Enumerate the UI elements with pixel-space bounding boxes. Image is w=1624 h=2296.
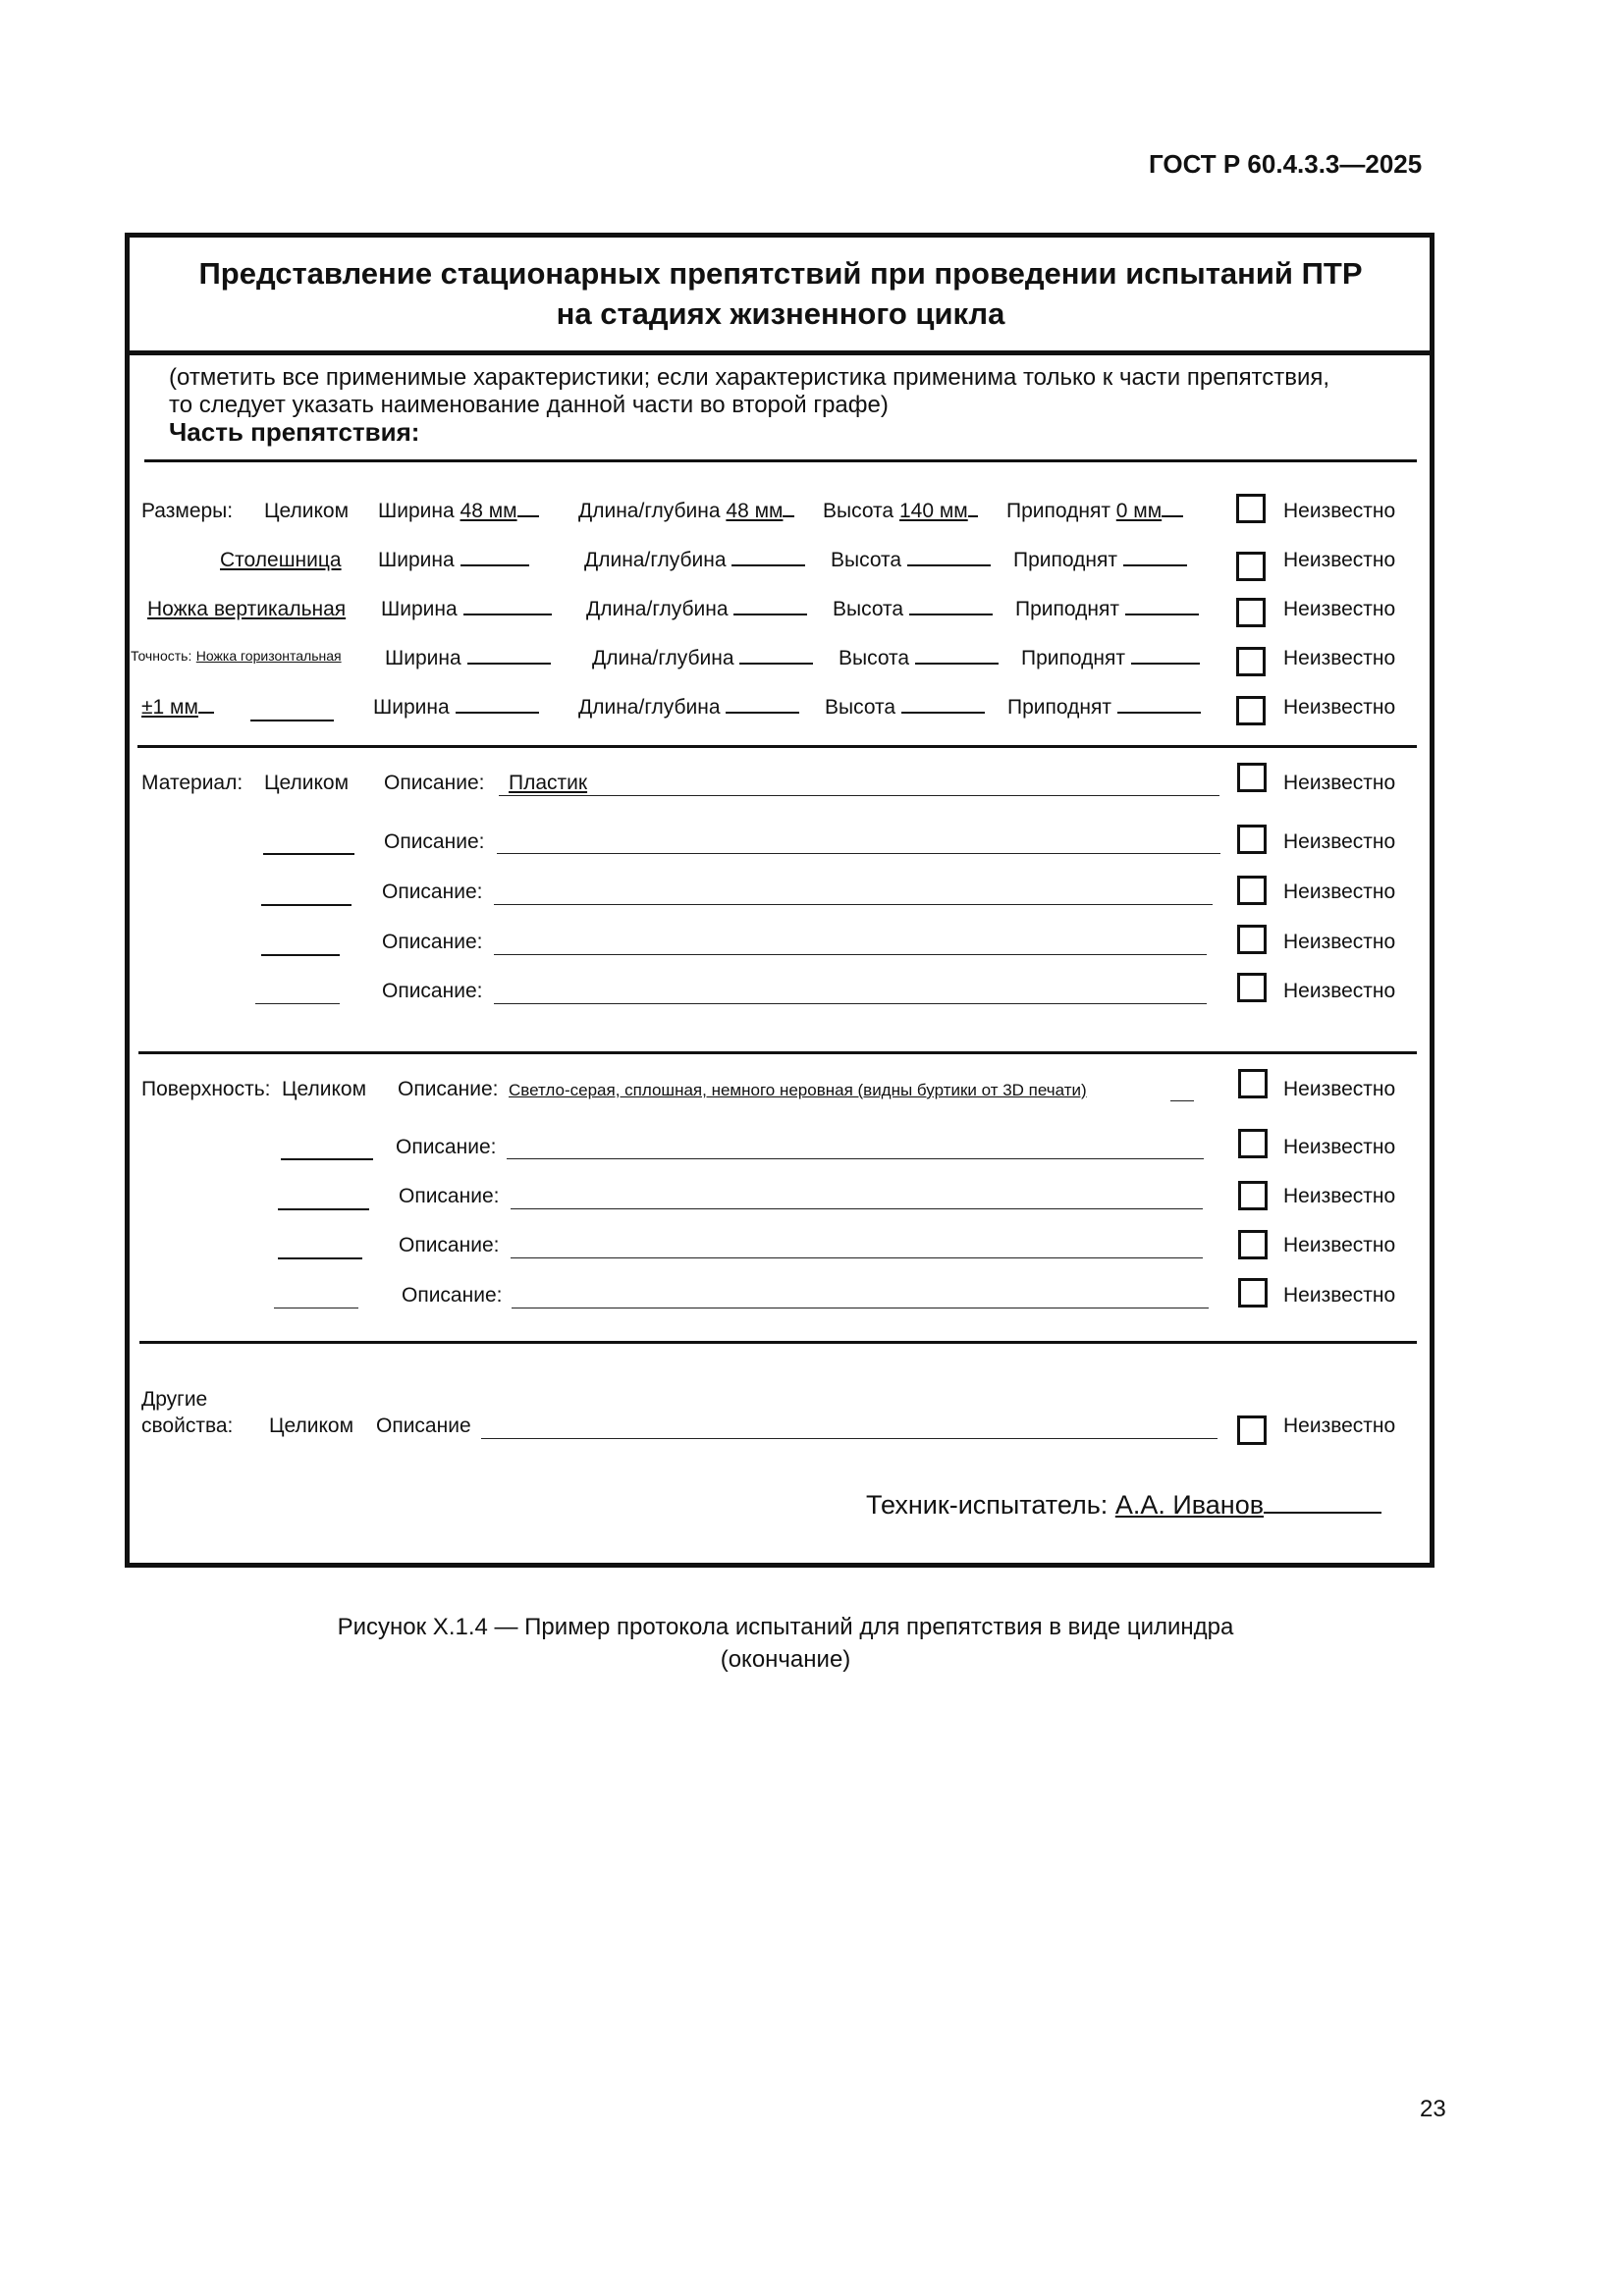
unknown-label: Неизвестно <box>1283 881 1396 903</box>
dim-row2-width <box>378 549 529 572</box>
part-label: Часть препятствия: <box>169 417 420 447</box>
dim-row5-height <box>825 696 985 720</box>
unknown-label: Неизвестно <box>1283 980 1396 1002</box>
dim-row1-height <box>823 500 978 523</box>
description-line <box>494 954 1207 955</box>
dim-row3-width <box>381 598 552 621</box>
surface-label: Поверхность: <box>141 1078 271 1100</box>
unknown-checkbox[interactable] <box>1238 1069 1268 1098</box>
blank-field <box>263 853 354 855</box>
technician-label: Техник-испытатель: <box>866 1490 1109 1520</box>
dim-row3-height <box>833 598 993 621</box>
figure-caption <box>196 1611 1375 1676</box>
material-desc-label: Описание: <box>382 931 483 953</box>
accuracy-value: ±1 мм <box>141 696 198 719</box>
unknown-checkbox[interactable] <box>1238 1129 1268 1158</box>
surface-desc-label: Описание: <box>396 1136 497 1158</box>
surface-desc-label: Описание: <box>402 1284 503 1307</box>
other-label-line2: свойства: <box>141 1415 234 1437</box>
width-label: Ширина <box>385 647 461 669</box>
dim-row1-width <box>378 500 539 523</box>
part-vertical-leg: Ножка вертикальная <box>147 598 347 620</box>
description-line <box>511 1208 1203 1209</box>
description-line <box>1170 1100 1194 1101</box>
raised-label: Приподнят <box>1015 598 1119 620</box>
material-whole: Целиком <box>264 772 350 794</box>
instruction-line1: (отметить все применимые характеристики; если характеристика применима только к части препятствия, <box>169 364 1330 391</box>
instruction-line2: то следует указать наименование данной части во второй графе) <box>169 392 889 418</box>
raised-label: Приподнят <box>1007 696 1111 719</box>
dim-row4-width <box>385 647 551 670</box>
dim-row5-accuracy <box>141 696 214 720</box>
unknown-checkbox[interactable] <box>1238 1230 1268 1259</box>
dim-row1-raised <box>1006 500 1183 523</box>
width-label: Ширина <box>373 696 450 719</box>
unknown-label: Неизвестно <box>1283 1185 1396 1207</box>
blank-field <box>261 954 340 956</box>
description-line <box>494 1003 1207 1004</box>
unknown-label: Неизвестно <box>1283 1234 1396 1256</box>
surface-desc-label: Описание: <box>399 1234 500 1256</box>
section-divider <box>137 745 1417 748</box>
unknown-checkbox[interactable] <box>1237 925 1267 954</box>
width-label: Ширина <box>381 598 458 620</box>
material-desc-label: Описание: <box>384 772 485 794</box>
unknown-label: Неизвестно <box>1283 830 1396 853</box>
title-divider <box>125 350 1435 355</box>
blank-field <box>250 720 334 721</box>
height-label: Высота <box>839 647 910 669</box>
unknown-label: Неизвестно <box>1283 1078 1396 1100</box>
width-label: Ширина <box>378 500 455 522</box>
unknown-label: Неизвестно <box>1283 598 1396 620</box>
unknown-checkbox[interactable] <box>1236 494 1266 523</box>
section-divider <box>139 1341 1417 1344</box>
description-line <box>511 1257 1203 1258</box>
other-whole: Целиком <box>269 1415 354 1437</box>
unknown-label: Неизвестно <box>1283 1284 1396 1307</box>
length-value: 48 мм <box>726 500 784 522</box>
unknown-checkbox[interactable] <box>1237 876 1267 905</box>
material-value: Пластик <box>509 772 588 794</box>
unknown-checkbox[interactable] <box>1237 825 1267 854</box>
dim-row5-length <box>578 696 799 720</box>
description-line <box>497 853 1220 854</box>
height-label: Высота <box>825 696 896 719</box>
accuracy-label: Точность: <box>131 648 192 664</box>
unknown-label: Неизвестно <box>1283 696 1396 719</box>
raised-value: 0 мм <box>1115 500 1163 522</box>
height-label: Высота <box>823 500 894 522</box>
raised-label: Приподнят <box>1006 500 1110 522</box>
raised-label: Приподнят <box>1021 647 1125 669</box>
height-label: Высота <box>833 598 904 620</box>
unknown-label: Неизвестно <box>1283 500 1396 522</box>
length-label: Длина/глубина <box>578 696 721 719</box>
page-number: 23 <box>1420 2096 1446 2122</box>
length-label: Длина/глубина <box>584 549 727 571</box>
blank-field <box>281 1158 373 1160</box>
surface-value: Светло-серая, сплошная, немного неровная (видны буртики от 3D печати) <box>509 1081 1087 1099</box>
height-label: Высота <box>831 549 902 571</box>
unknown-checkbox[interactable] <box>1236 696 1266 725</box>
dimensions-label: Размеры: <box>141 500 234 522</box>
unknown-checkbox[interactable] <box>1238 1181 1268 1210</box>
other-desc-label: Описание <box>376 1415 471 1437</box>
form-title-line1: Представление стационарных препятствий при проведении испытаний ПТР <box>198 256 1363 291</box>
length-label: Длина/глубина <box>578 500 721 522</box>
surface-whole: Целиком <box>282 1078 367 1100</box>
standard-number: ГОСТ Р 60.4.3.3—2025 <box>1149 149 1423 179</box>
dim-row4-height <box>839 647 999 670</box>
unknown-checkbox[interactable] <box>1236 552 1266 581</box>
width-value: 48 мм <box>460 500 517 522</box>
blank-field <box>255 1003 340 1004</box>
unknown-checkbox[interactable] <box>1236 647 1266 676</box>
dim-row4-length <box>592 647 813 670</box>
other-label-line1: Другие <box>141 1388 208 1411</box>
material-desc-label: Описание: <box>382 980 483 1002</box>
length-label: Длина/глубина <box>592 647 734 669</box>
unknown-label: Неизвестно <box>1283 931 1396 953</box>
unknown-label: Неизвестно <box>1283 1136 1396 1158</box>
blank-field <box>278 1257 362 1259</box>
part-horizontal-leg: Ножка горизонтальная <box>195 648 342 664</box>
material-label: Материал: <box>141 772 244 794</box>
unknown-label: Неизвестно <box>1283 772 1396 794</box>
dim-row5-width <box>373 696 539 720</box>
dim-row5-raised <box>1007 696 1201 720</box>
length-label: Длина/глубина <box>586 598 729 620</box>
unknown-label: Неизвестно <box>1283 549 1396 571</box>
figure-caption-line2: (окончание) <box>720 1646 851 1673</box>
surface-desc-label: Описание: <box>399 1185 500 1207</box>
dim-row3-raised <box>1015 598 1199 621</box>
form-title <box>147 253 1414 334</box>
part-divider <box>144 459 1417 462</box>
description-line <box>507 1158 1204 1159</box>
unknown-checkbox[interactable] <box>1236 598 1266 627</box>
part-tabletop: Столешница <box>220 549 342 571</box>
surface-desc-label: Описание: <box>398 1078 499 1100</box>
dim-row2-raised <box>1013 549 1187 572</box>
form-title-line2: на стадиях жизненного цикла <box>556 296 1005 331</box>
material-desc-label: Описание: <box>382 881 483 903</box>
height-value: 140 мм <box>898 500 968 522</box>
section-divider <box>138 1051 1417 1054</box>
unknown-checkbox[interactable] <box>1237 763 1267 792</box>
dim-row4-raised <box>1021 647 1200 670</box>
dim-row3-length <box>586 598 807 621</box>
description-line <box>499 795 1219 796</box>
description-line <box>481 1438 1218 1439</box>
figure-caption-line1: Рисунок Х.1.4 — Пример протокола испытаний для препятствия в виде цилиндра <box>337 1614 1234 1640</box>
dim-row1-length <box>578 500 794 523</box>
technician-signature <box>866 1490 1381 1521</box>
blank-field <box>278 1208 369 1210</box>
technician-name: А.А. Иванов <box>1114 1490 1265 1520</box>
unknown-checkbox[interactable] <box>1238 1278 1268 1308</box>
dim-row2-length <box>584 549 805 572</box>
blank-field <box>261 904 352 906</box>
raised-label: Приподнят <box>1013 549 1117 571</box>
unknown-checkbox[interactable] <box>1237 973 1267 1002</box>
dim-row2-height <box>831 549 991 572</box>
unknown-checkbox[interactable] <box>1237 1415 1267 1445</box>
unknown-label: Неизвестно <box>1283 1415 1396 1437</box>
unknown-label: Неизвестно <box>1283 647 1396 669</box>
dimensions-whole: Целиком <box>264 500 350 522</box>
material-desc-label: Описание: <box>384 830 485 853</box>
width-label: Ширина <box>378 549 455 571</box>
description-line <box>494 904 1213 905</box>
dim-row4-part <box>131 648 342 666</box>
